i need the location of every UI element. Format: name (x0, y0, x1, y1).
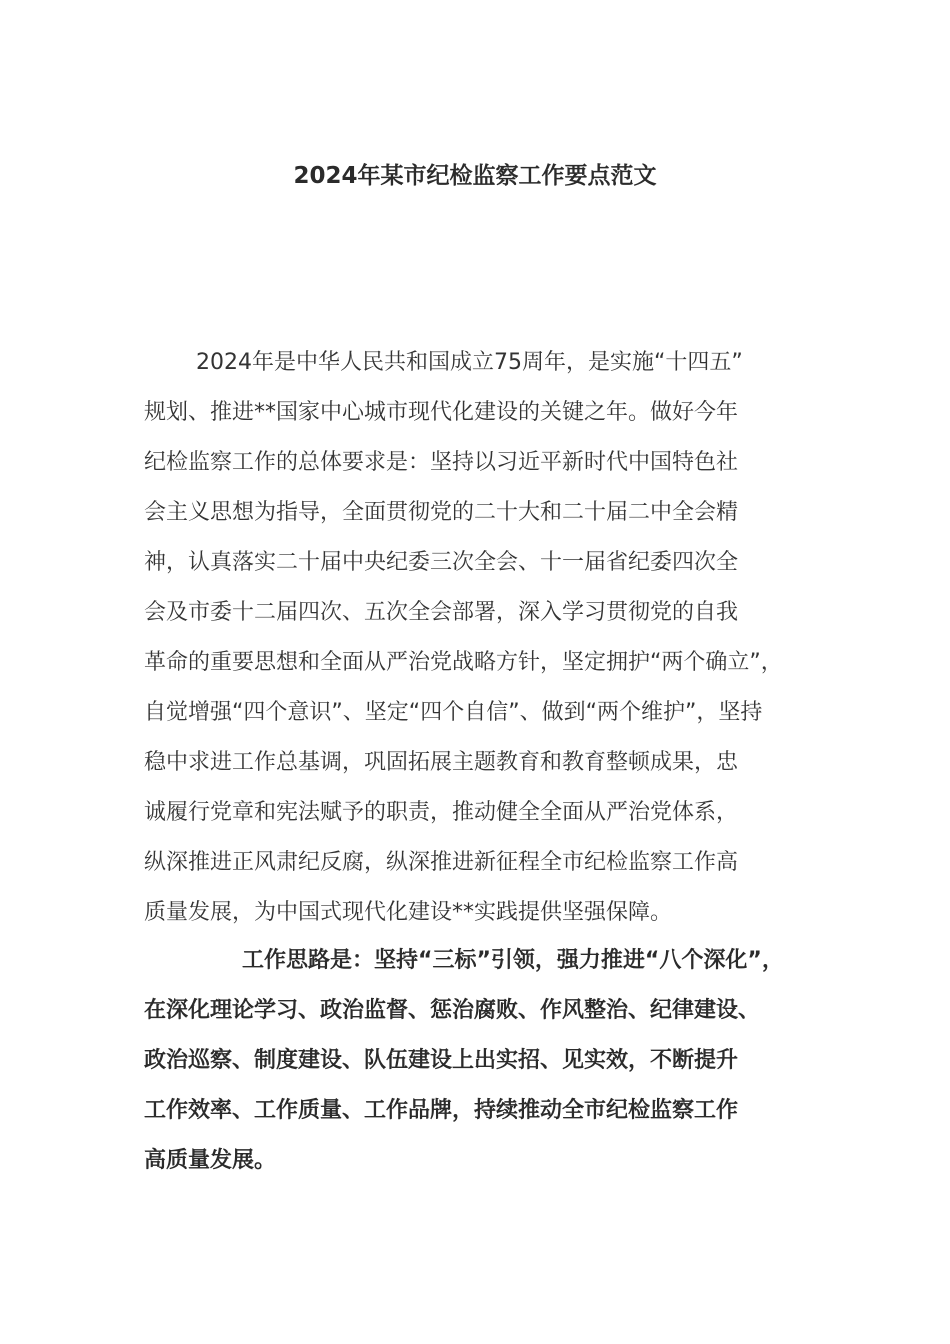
paragraph-line: 纪检监察工作的总体要求是：坚持以习近平新时代中国特色社 (144, 450, 739, 475)
paragraph-general-requirements (144, 338, 834, 938)
paragraph-line: 工作思路是：坚持“三标”引领，强力推进“八个深化”， (242, 948, 784, 973)
paragraph-line: 2024年是中华人民共和国成立75周年，是实施“十四五” (196, 350, 743, 375)
paragraph-line: 规划、推进**国家中心城市现代化建设的关键之年。做好今年 (144, 400, 739, 425)
paragraph-line: 纵深推进正风肃纪反腐，纵深推进新征程全市纪检监察工作高 (144, 850, 739, 875)
paragraph-line: 神，认真落实二十届中央纪委三次全会、十一届省纪委四次全 (144, 550, 739, 575)
paragraph-line: 在深化理论学习、政治监督、惩治腐败、作风整治、纪律建设、 (144, 998, 761, 1023)
paragraph-line: 革命的重要思想和全面从严治党战略方针，坚定拥护“两个确立”， (144, 650, 783, 675)
paragraph-line: 自觉增强“四个意识”、坚定“四个自信”、做到“两个维护”，坚持 (144, 700, 763, 725)
paragraph-line: 会主义思想为指导，全面贯彻党的二十大和二十届二中全会精 (144, 500, 739, 525)
paragraph-line: 质量发展，为中国式现代化建设**实践提供坚强保障。 (144, 900, 673, 925)
paragraph-line: 稳中求进工作总基调，巩固拓展主题教育和教育整顿成果，忠 (144, 750, 739, 775)
paragraph-line: 高质量发展。 (144, 1148, 277, 1173)
paragraph-line: 诚履行党章和宪法赋予的职责，推动健全全面从严治党体系， (144, 800, 739, 825)
paragraph-line: 政治巡察、制度建设、队伍建设上出实招、见实效，不断提升 (144, 1048, 739, 1073)
paragraph-line: 会及市委十二届四次、五次全会部署，深入学习贯彻党的自我 (144, 600, 739, 625)
paragraph-line: 工作效率、工作质量、工作品牌，持续推动全市纪检监察工作 (144, 1098, 739, 1123)
document-title: 2024年某市纪检监察工作要点范文 (293, 163, 657, 189)
paragraph-work-approach (144, 936, 834, 1186)
